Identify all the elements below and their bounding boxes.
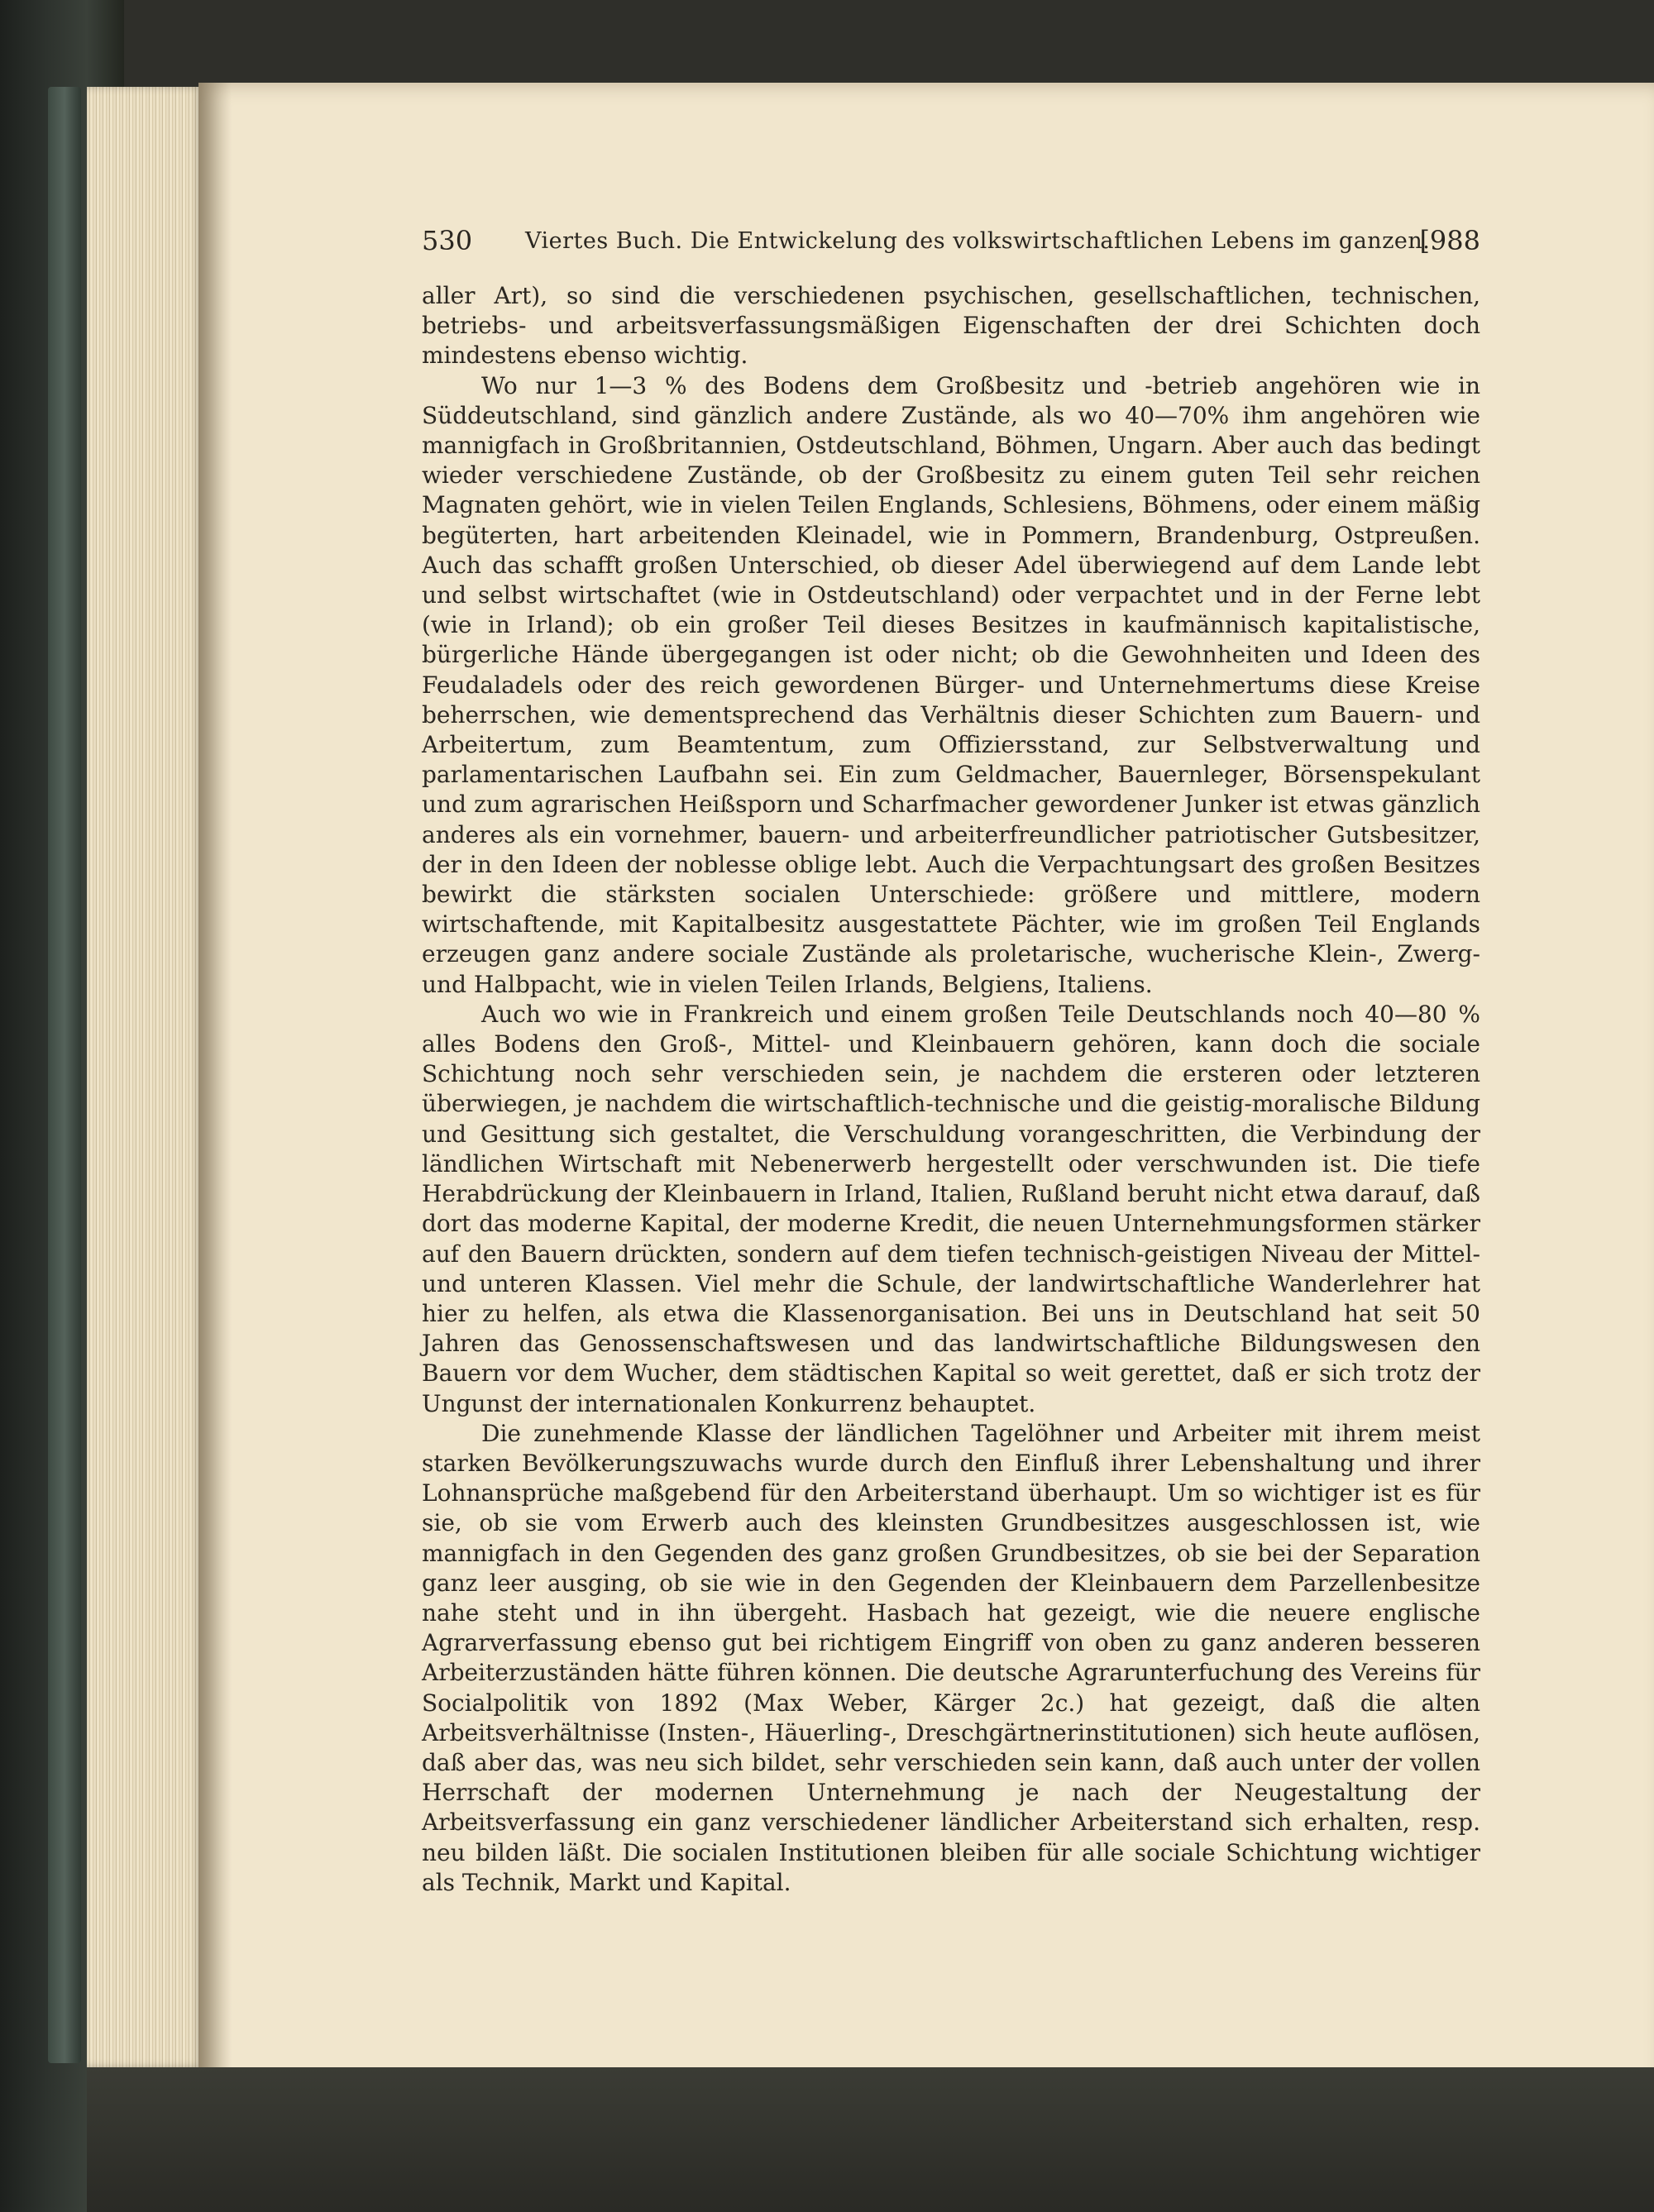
page-header bbox=[422, 225, 1480, 266]
body-text bbox=[422, 281, 1480, 1898]
paragraph: Wo nur 1—3 % des Bodens dem Großbesitz und -betrieb angehören wie in Süddeutschland, sind gänzlich andere Zustände, als wo 40—70% ihm angehören wie mannigfach in Großbritannien, Ostdeutschland, Böhmen, Ungarn. Aber auch das bedingt wieder verschiedene Zustände, ob der Großbesitz zu einem guten Teil sehr reichen Magnaten gehört, wie in vielen Teilen Englands, Schlesiens, Böhmens, oder einem mäßig begüterten, hart arbeitenden Kleinadel, wie in Pommern, Brandenburg, Ostpreußen. Auch das schafft großen Unterschied, ob dieser Adel überwiegend auf dem Lande lebt und selbst wirtschaftet (wie in Ostdeutschland) oder verpachtet und in der Ferne lebt (wie in Irland); ob ein großer Teil dieses Besitzes in kaufmännisch kapitalistische, bürgerliche Hände übergegangen ist oder nicht; ob die Gewohnheiten und Ideen des Feudaladels oder des reich gewordenen Bürger- und Unternehmertums diese Kreise beherrschen, wie dementsprechend das Verhältnis dieser Schichten zum Bauern- und Arbeitertum, zum Beamtentum, zum Offiziersstand, zur Selbstverwaltung und parlamentarischen Laufbahn sei. Ein zum Geldmacher, Bauernleger, Börsenspekulant und zum agrarischen Heißsporn und Scharfmacher gewordener Junker ist etwas gänzlich anderes als ein vornehmer, bauern- und arbeiterfreundlicher patriotischer Gutsbesitzer, der in den Ideen der noblesse oblige lebt. Auch die Verpachtungsart des großen Besitzes bewirkt die stärksten socialen Unterschiede: größere und mittlere, modern wirtschaftende, mit Kapitalbesitz ausgestattete Pächter, wie im großen Teil Englands erzeugen ganz andere sociale Zustände als proletarische, wucherische Klein-, Zwerg- und Halbpacht, wie in vielen Teilen Irlands, Belgiens, Italiens. bbox=[422, 371, 1480, 998]
page-edges bbox=[87, 87, 203, 2067]
gutter-shadow bbox=[198, 83, 232, 2100]
paragraph: Auch wo wie in Frankreich und einem großen Teile Deutschlands noch 40—80 % alles Bodens den Groß-, Mittel- und Kleinbauern gehören, kann doch die sociale Schichtung noch sehr verschieden sein, je nachdem die ersteren oder letzteren überwiegen, je nachdem die wirtschaftlich-technische und die geistig-moralische Bildung und Gesittung sich gestaltet, die Verschuldung vorangeschritten, die Verbindung der ländlichen Wirtschaft mit Nebenerwerb hergestellt oder verschwunden ist. Die tiefe Herabdrückung der Kleinbauern in Irland, Italien, Rußland beruht nicht etwa darauf, daß dort das moderne Kapital, der moderne Kredit, die neuen Unternehmungsformen stärker auf den Bauern drückten, sondern auf dem tiefen technisch-geistigen Niveau der Mittel- und unteren Klassen. Viel mehr die Schule, der landwirtschaftliche Wanderlehrer hat hier zu helfen, als etwa die Klassenorganisation. Bei uns in Deutschland hat seit 50 Jahren das Genossenschaftswesen und das landwirtschaftliche Bildungswesen den Bauern vor dem Wucher, dem städtischen Kapital so weit gerettet, daß er sich trotz der Ungunst der internationalen Konkurrenz behauptet. bbox=[422, 1000, 1480, 1417]
page-number: 530 bbox=[422, 225, 473, 256]
running-title: Viertes Buch. Die Entwickelung des volkswirtschaftlichen Lebens im ganzen. bbox=[525, 228, 1431, 254]
page-reference: [988 bbox=[1419, 225, 1480, 256]
paragraph: Die zunehmende Klasse der ländlichen Tagelöhner und Arbeiter mit ihrem meist starken Bevölkerungszuwachs wurde durch den Einfluß ihrer Lebenshaltung und ihrer Lohnansprüche maßgebend für den Arbeiterstand überhaupt. Um so wichtiger ist es für sie, ob sie vom Erwerb auch des kleinsten Grundbesitzes ausgeschlossen ist, wie mannigfach in den Gegenden des ganz großen Grundbesitzes, ob sie bei der Separation ganz leer ausging, ob sie wie in den Gegenden der Kleinbauern dem Parzellenbesitze nahe steht und in ihn übergeht. Hasbach hat gezeigt, wie die neuere englische Agrarverfassung ebenso gut bei richtigem Eingriff von oben zu ganz anderen besseren Arbeiterzuständen hätte führen können. Die deutsche Agrarunterfuchung des Vereins für Socialpolitik von 1892 (Max Weber, Kärger 2c.) hat gezeigt, daß die alten Arbeitsverhältnisse (Insten-, Häuerling-, Dreschgärtnerinstitutionen) sich heute auflösen, daß aber das, was neu sich bildet, sehr verschieden sein kann, daß auch unter der vollen Herrschaft der modernen Unternehmung je nach der Neugestaltung der Arbeitsverfassung ein ganz verschiedener ländlicher Arbeiterstand sich erhalten, resp. neu bilden läßt. Die socialen Institutionen bleiben für alle sociale Schichtung wichtiger als Technik, Markt und Kapital. bbox=[422, 1419, 1480, 1896]
cover-binding-edge bbox=[48, 87, 81, 2063]
scan-background bbox=[87, 2067, 1654, 2212]
paragraph-continuation: aller Art), so sind die verschiedenen psychischen, gesellschaftlichen, technischen, betriebs- und arbeitsverfassungsmäßigen Eigenschaften der drei Schichten doch mindestens ebenso wichtig. bbox=[422, 282, 1480, 370]
